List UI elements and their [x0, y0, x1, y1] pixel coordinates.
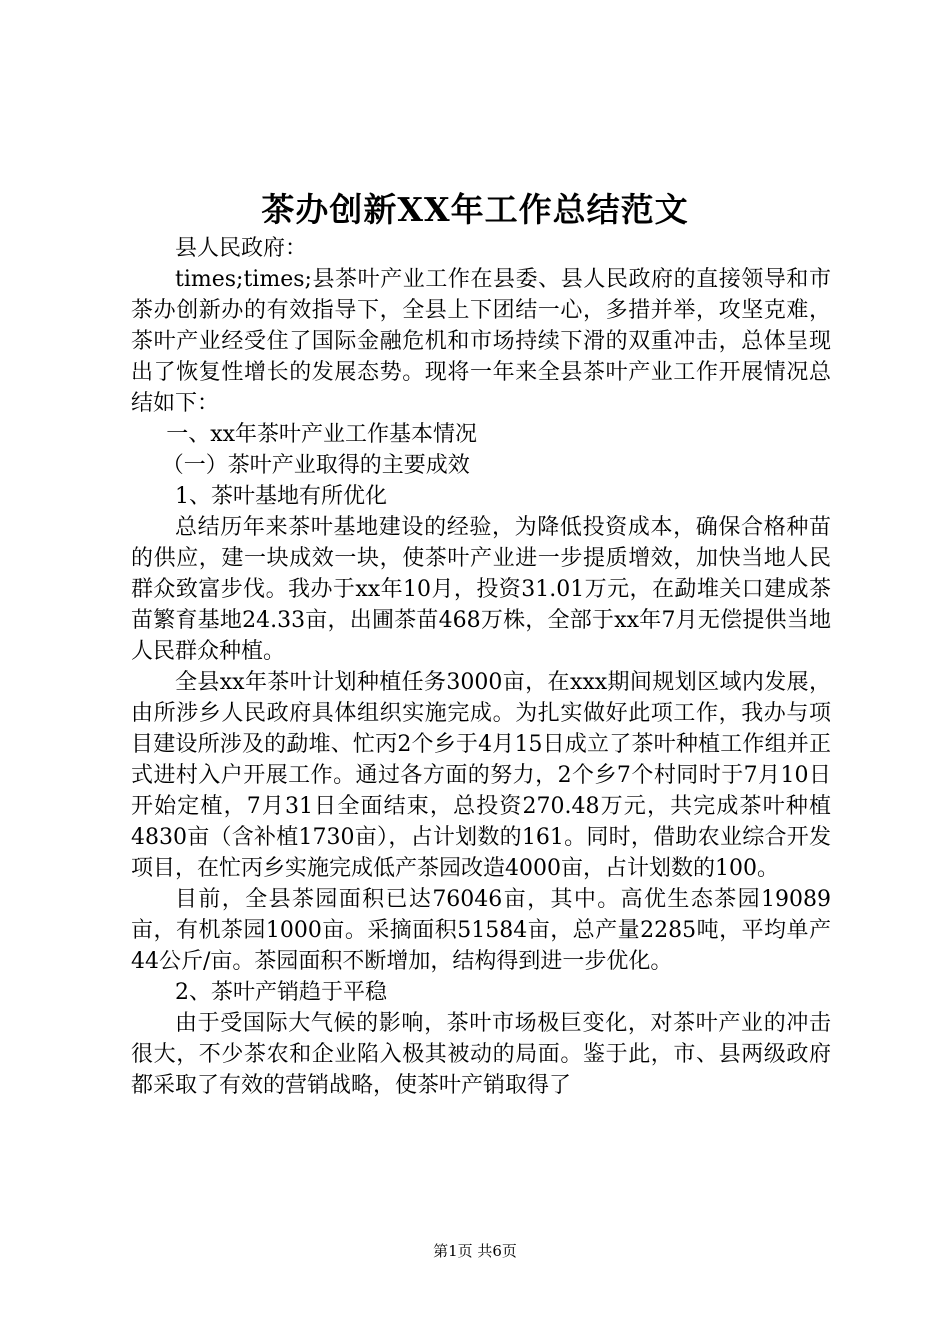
salutation: 县人民政府： — [175, 236, 308, 261]
document-title: 茶办创新XX年工作总结范文 — [261, 190, 689, 229]
subsection-heading: （一）茶叶产业取得的主要成效 — [161, 453, 470, 478]
body-paragraph: 总结历年来茶叶基地建设的经验，为降低投资成本，确保合格种苗的供应，建一块成效一块，使茶叶产业进一步提质增效，加快当地人民群众致富步伐。我办于xx年10月，投资31.01万元，在勐堆关口建成茶苗繁育基地24.33亩，出圃茶苗468万株，全部于xx年7月无偿提供当地人民群众种植。 — [131, 515, 831, 664]
item-heading-2: 2、茶叶产销趋于平稳 — [175, 980, 387, 1005]
page-number: 第1页 共6页 — [433, 1242, 517, 1260]
intro-paragraph: times;times;县茶叶产业工作在县委、县人民政府的直接领导和市茶办创新办的有效指导下，全县上下团结一心，多措并举，攻坚克难，茶叶产业经受住了国际金融危机和市场持续下滑的双重冲击，总体呈现出了恢复性增长的发展态势。现将一年来全县茶叶产业工作开展情况总结如下： — [131, 267, 831, 416]
document-body — [131, 233, 831, 1101]
section-heading: 一、xx年茶叶产业工作基本情况 — [166, 422, 478, 447]
body-paragraph: 由于受国际大气候的影响，茶叶市场极巨变化，对茶叶产业的冲击很大，不少茶农和企业陷入极其被动的局面。鉴于此，市、县两级政府都采取了有效的营销战略，使茶叶产销取得了 — [131, 1011, 831, 1098]
body-paragraph: 全县xx年茶叶计划种植任务3000亩，在xxx期间规划区域内发展，由所涉乡人民政府具体组织实施完成。为扎实做好此项工作，我办与项目建设所涉及的勐堆、忙丙2个乡于4月15日成立了茶叶种植工作组并正式进村入户开展工作。通过各方面的努力，2个乡7个村同时于7月10日开始定植，7月31日全面结束，总投资270.48万元，共完成茶叶种植4830亩（含补植1730亩），占计划数的161。同时，借助农业综合开发项目，在忙丙乡实施完成低产茶园改造4000亩，占计划数的100。 — [131, 670, 831, 881]
item-heading-1: 1、茶叶基地有所优化 — [175, 484, 387, 509]
body-paragraph: 目前，全县茶园面积已达76046亩，其中。高优生态茶园19089亩，有机茶园1000亩。采摘面积51584亩，总产量2285吨，平均单产44公斤/亩。茶园面积不断增加，结构得到进一步优化。 — [131, 887, 831, 974]
